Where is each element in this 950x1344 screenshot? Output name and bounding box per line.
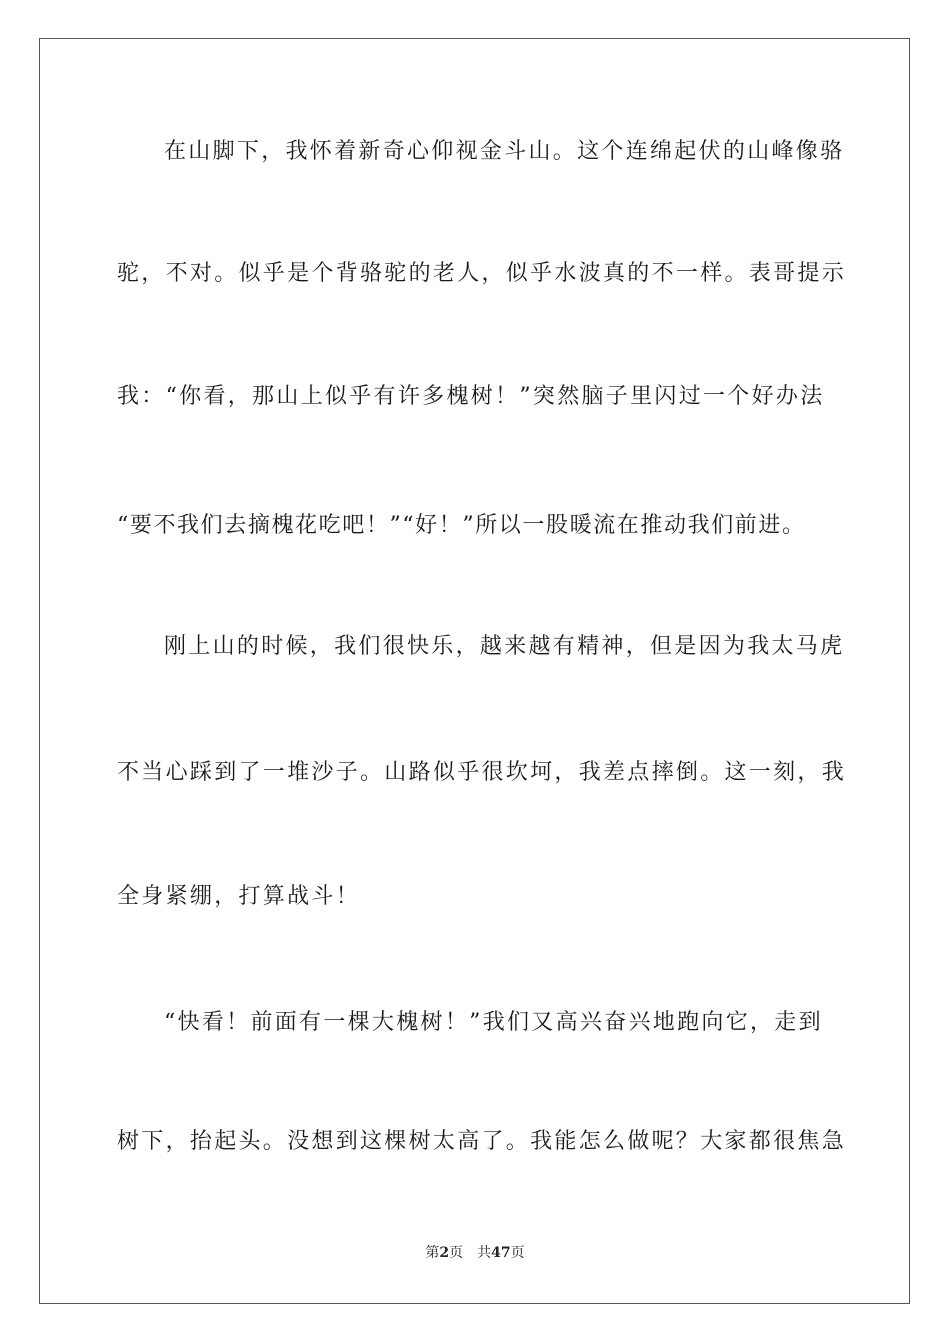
text-line-8: “快看！前面有一棵大槐树！”我们又高兴奋兴地跑向它，走到: [164, 1010, 823, 1035]
text-line-7: 全身紧绷，打算战斗！: [117, 884, 361, 909]
text-line-1: 在山脚下，我怀着新奇心仰视金斗山。这个连绵起伏的山峰像骆: [164, 139, 845, 164]
text-line-9: 树下，抬起头。没想到这棵树太高了。我能怎么做呢？大家都很焦急: [117, 1129, 847, 1154]
footer-total-number: 47: [491, 1245, 511, 1261]
footer-total-suffix: 页: [510, 1245, 525, 1261]
footer-page-number: 2: [439, 1245, 450, 1261]
text-line-2: 驼，不对。似乎是个背骆驼的老人，似乎水波真的不一样。表哥提示: [117, 261, 847, 286]
footer-page-prefix: 第: [425, 1245, 440, 1261]
page-footer: [0, 1243, 950, 1263]
page-frame: [39, 38, 910, 1304]
footer-total-prefix: 共: [477, 1245, 492, 1261]
text-line-6: 不当心踩到了一堆沙子。山路似乎很坎坷，我差点摔倒。这一刻，我: [117, 760, 847, 785]
text-line-5: 刚上山的时候，我们很快乐，越来越有精神，但是因为我太马虎: [164, 634, 845, 659]
footer-page-suffix: 页: [449, 1245, 464, 1261]
text-line-4: “要不我们去摘槐花吃吧！”“好！”所以一股暖流在推动我们前进。: [117, 513, 806, 538]
text-line-3: 我：“你看，那山上似乎有许多槐树！”突然脑子里闪过一个好办法: [117, 384, 825, 409]
